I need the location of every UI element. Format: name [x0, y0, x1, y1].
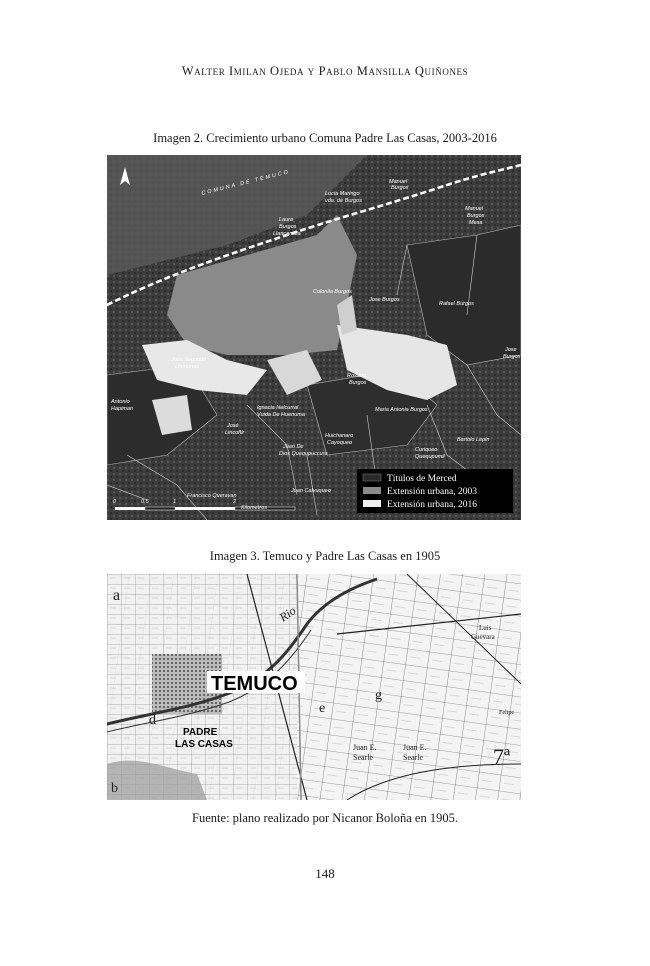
- label-rosario-2: Burgos: [349, 380, 367, 386]
- label-e: e: [319, 701, 326, 716]
- label-antonio-2: Hapiman: [111, 406, 134, 412]
- label-antonio: Antonio: [111, 399, 130, 405]
- label-las-casas: LAS CASAS: [175, 739, 233, 750]
- legend-swatch-2003: [363, 487, 381, 494]
- svg-text:1: 1: [173, 499, 177, 505]
- label-laura: Laura: [279, 217, 294, 223]
- label-juan: Juan De: [283, 444, 304, 450]
- label-laura-3: Llancamilla: [273, 231, 301, 237]
- label-manuel-2: Manuel: [465, 206, 484, 212]
- label-segundo: Jose Segundo: [171, 357, 207, 363]
- label-searle: Searle: [353, 753, 373, 762]
- label-ignacia-2: Vuida De Huenuma: [257, 412, 305, 418]
- historic-map-1905: [107, 574, 521, 800]
- label-temuco: TEMUCO: [211, 673, 298, 695]
- label-huichanaro-2: Cayoqueo: [327, 440, 353, 446]
- label-lucia-2: vda. de Burgos: [325, 198, 362, 204]
- label-juan-2: Dios Quequpuccura: [279, 451, 328, 457]
- label-luis: Luis: [479, 624, 492, 632]
- legend-label-merced: Títulos de Merced: [387, 474, 457, 484]
- label-manuel: Manuel: [389, 179, 408, 185]
- legend-swatch-merced: [363, 474, 381, 481]
- legend-label-2003: Extensión urbana, 2003: [387, 487, 477, 497]
- label-jose-right-2: Burgos: [503, 354, 521, 360]
- label-padre: PADRE: [183, 727, 218, 738]
- label-juan: Juan E.: [353, 743, 377, 752]
- running-head: Walter Imilan Ojeda y Pablo Mansilla Quiñones: [181, 64, 469, 78]
- label-francisco: Francisco Queravan: [187, 493, 237, 499]
- label-jose-burgos: Jose Burgos: [369, 297, 400, 303]
- label-lucia: Lucia Maringo: [325, 191, 360, 197]
- label-jose-l-2: Lincoñir: [225, 430, 245, 436]
- label-curiqueo: Curiqueo: [415, 447, 438, 453]
- svg-text:2: 2: [233, 499, 237, 505]
- label-g: g: [375, 688, 382, 703]
- label-colonila: Colonila Burgos: [313, 289, 352, 295]
- label-seven: 7ª: [493, 744, 511, 769]
- figure-2-caption: Imagen 2. Crecimiento urbano Comuna Padre Las Casas, 2003-2016: [153, 131, 497, 145]
- label-juan-calvuqueo: Juan Calvuqueo: [291, 488, 331, 494]
- label-manuel-b: Burgos: [391, 185, 409, 191]
- page-number: 148: [315, 866, 335, 881]
- svg-text:0.5: 0.5: [141, 499, 149, 505]
- map-legend: [357, 469, 513, 513]
- label-rosario: Rosario: [347, 373, 366, 379]
- legend-swatch-2016: [363, 500, 381, 507]
- label-ignacia: Ignacia Nelcurral: [257, 405, 299, 411]
- label-guevara: Guevara: [471, 633, 495, 641]
- label-felipe: Felipe: [499, 710, 514, 716]
- figure-source-note: Fuente: plano realizado por Nicanor Boloña en 1905.: [192, 811, 458, 825]
- label-jose-right: Jose: [505, 347, 517, 353]
- label-segundo-2: Llamunao: [175, 364, 200, 370]
- label-d: d: [149, 713, 156, 728]
- label-a: a: [113, 587, 121, 604]
- label-laura-2: Burgos: [279, 224, 297, 230]
- label-rafael: Rafael Burgos: [439, 301, 474, 307]
- label-juan-2: Juan E.: [403, 743, 427, 752]
- label-manuel-2b: Burgos: [467, 213, 485, 219]
- label-bartolo: Bartolo Lepin: [457, 437, 490, 443]
- label-comuna: COMUNA DE TEMUCO: [201, 169, 291, 197]
- urban-growth-map: [107, 155, 521, 520]
- label-searle-2: Searle: [403, 753, 423, 762]
- label-huichanaro: Huichanaro: [325, 433, 354, 439]
- figure-2-satellite-map: [107, 155, 521, 520]
- figure-3-historic-map: [107, 574, 521, 800]
- label-b: b: [111, 781, 118, 796]
- label-rio: Rio: [276, 603, 299, 625]
- label-manuel-2c: Mesa: [469, 220, 483, 226]
- label-jose-l: José: [227, 423, 239, 429]
- figure-3-caption: Imagen 3. Temuco y Padre Las Casas en 1905: [209, 549, 441, 563]
- svg-text:Kilometros: Kilometros: [241, 505, 267, 511]
- label-curiqueo-2: Quequpumil: [415, 454, 445, 460]
- legend-label-2016: Extensión urbana, 2016: [387, 500, 477, 510]
- label-maria: Maria Antonia Burgos: [375, 407, 428, 413]
- svg-text:0: 0: [113, 499, 117, 505]
